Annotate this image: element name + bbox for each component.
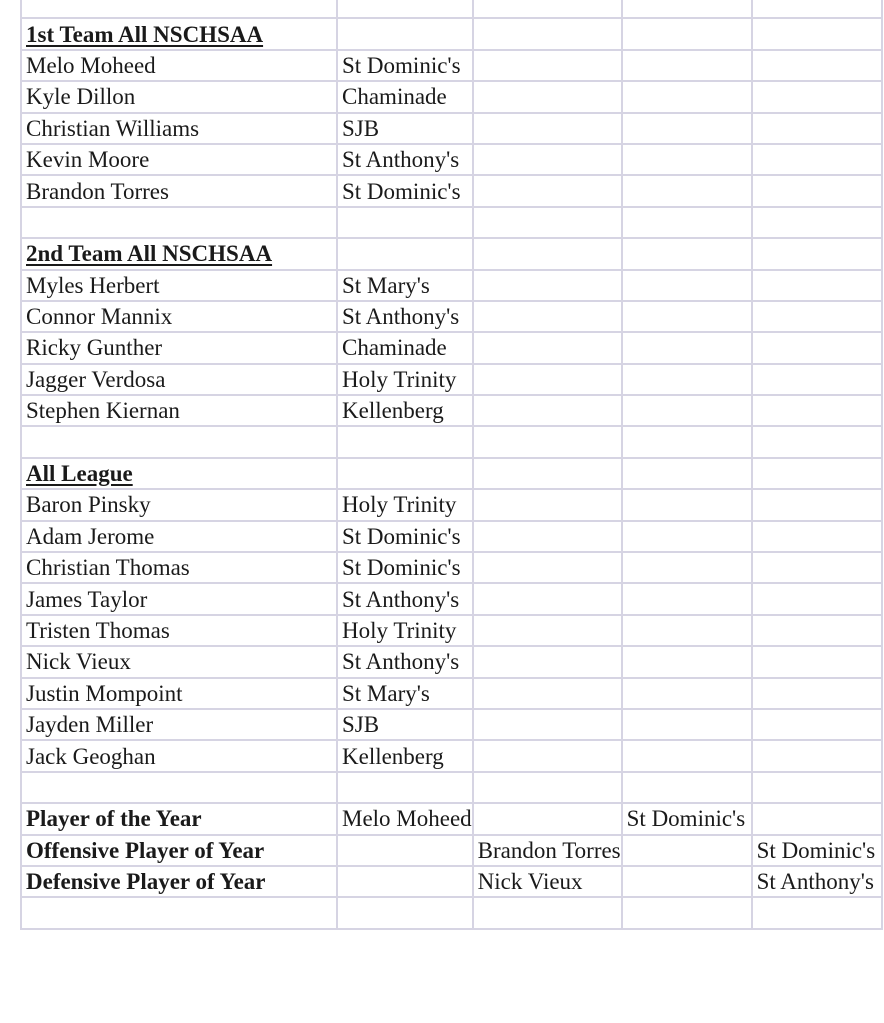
player-row [21,678,882,709]
player-school: St Anthony's [342,304,460,330]
player-row [21,270,882,301]
cell[interactable] [337,81,473,112]
cell[interactable] [622,709,752,740]
spreadsheet-grid [20,0,883,930]
cell[interactable] [752,709,882,740]
cell[interactable] [752,0,882,18]
cell[interactable] [337,113,473,144]
cell[interactable] [752,772,882,803]
cell[interactable] [337,678,473,709]
cell[interactable] [473,489,622,520]
cell[interactable] [21,364,337,395]
cell[interactable] [337,740,473,771]
cell[interactable] [622,772,752,803]
player-row [21,709,882,740]
award-title: Defensive Player of Year [26,869,266,895]
player-school: St Dominic's [342,52,461,78]
player-row [21,301,882,332]
cell[interactable] [622,583,752,614]
award-player: Brandon Torres [477,837,621,863]
player-school: SJB [342,115,380,141]
player-row [21,144,882,175]
cell[interactable] [337,364,473,395]
player-school: St Anthony's [342,649,460,675]
cell[interactable] [473,583,622,614]
player-name: Justin Mompoint [26,680,183,706]
section-heading-row [21,238,882,269]
cell[interactable] [752,803,882,834]
cell[interactable] [337,552,473,583]
cell[interactable] [622,552,752,583]
cell[interactable] [337,50,473,81]
player-school: SJB [342,712,380,738]
cell[interactable] [473,552,622,583]
cell[interactable] [21,835,337,866]
cell[interactable] [752,364,882,395]
cell[interactable] [622,18,752,49]
cell[interactable] [337,835,473,866]
cell[interactable] [21,207,337,238]
player-row [21,489,882,520]
cell[interactable] [752,144,882,175]
cell[interactable] [21,489,337,520]
player-name: Connor Mannix [26,304,173,330]
cell[interactable] [337,301,473,332]
player-row [21,583,882,614]
spacer-row [21,207,882,238]
cell[interactable] [21,270,337,301]
cell[interactable] [337,489,473,520]
player-row [21,50,882,81]
section-heading: 2nd Team All NSCHSAA [26,241,273,267]
player-name: Brandon Torres [26,178,169,204]
section-heading: 1st Team All NSCHSAA [26,21,264,47]
player-row [21,395,882,426]
player-school: Chaminade [342,84,447,110]
cell[interactable] [473,238,622,269]
spacer-row [21,772,882,803]
cell[interactable] [337,866,473,897]
cell[interactable] [752,615,882,646]
player-school: St Anthony's [342,586,460,612]
award-row [21,803,882,834]
cell[interactable] [337,144,473,175]
cell[interactable] [473,175,622,206]
player-school: Kellenberg [342,743,444,769]
player-school: Kellenberg [342,398,444,424]
cell[interactable] [752,238,882,269]
award-school: St Dominic's [626,806,746,832]
player-name: Baron Pinsky [26,492,151,518]
cell[interactable] [473,18,622,49]
cell[interactable] [622,0,752,18]
award-row [21,835,882,866]
spreadsheet-body [21,0,882,929]
cell[interactable] [473,301,622,332]
cell[interactable] [622,866,752,897]
player-name: Kevin Moore [26,147,150,173]
cell[interactable] [337,521,473,552]
section-heading-row [21,458,882,489]
award-player: Nick Vieux [477,869,583,895]
cell[interactable] [752,897,882,928]
player-name: Jayden Miller [26,712,154,738]
cell[interactable] [21,803,337,834]
cell[interactable] [752,81,882,112]
cell[interactable] [21,395,337,426]
player-name: Nick Vieux [26,649,131,675]
cell[interactable] [337,175,473,206]
cell[interactable] [622,364,752,395]
cell[interactable] [473,521,622,552]
player-name: Melo Moheed [26,52,156,78]
spacer-row [21,426,882,457]
player-school: Chaminade [342,335,447,361]
cell[interactable] [752,426,882,457]
cell[interactable] [337,897,473,928]
player-school: Holy Trinity [342,492,457,518]
player-name: Jagger Verdosa [26,366,166,392]
cell[interactable] [337,615,473,646]
cell[interactable] [622,270,752,301]
cell[interactable] [473,364,622,395]
cell[interactable] [752,835,882,866]
player-name: Kyle Dillon [26,84,136,110]
cell[interactable] [622,489,752,520]
cell[interactable] [21,646,337,677]
cell[interactable] [337,207,473,238]
cell[interactable] [752,866,882,897]
cell[interactable] [752,332,882,363]
cell[interactable] [622,175,752,206]
cell[interactable] [752,301,882,332]
cell[interactable] [21,0,337,18]
cell[interactable] [752,207,882,238]
cell[interactable] [622,238,752,269]
cell[interactable] [473,615,622,646]
cell[interactable] [622,646,752,677]
cell[interactable] [622,144,752,175]
player-school: St Mary's [342,272,430,298]
cell[interactable] [473,395,622,426]
cell[interactable] [21,144,337,175]
cell[interactable] [473,458,622,489]
cell[interactable] [473,803,622,834]
award-row [21,866,882,897]
cell[interactable] [473,332,622,363]
cell[interactable] [21,458,337,489]
player-school: St Anthony's [342,147,460,173]
cell[interactable] [473,709,622,740]
cell[interactable] [337,18,473,49]
player-name: Tristen Thomas [26,618,170,643]
cell[interactable] [622,395,752,426]
cell[interactable] [473,678,622,709]
cell[interactable] [337,426,473,457]
cell[interactable] [752,113,882,144]
player-name: James Taylor [26,586,148,612]
cell[interactable] [21,678,337,709]
player-row [21,81,882,112]
cell[interactable] [21,521,337,552]
cell[interactable] [752,489,882,520]
cell[interactable] [337,458,473,489]
cell[interactable] [622,678,752,709]
cell[interactable] [622,426,752,457]
cell[interactable] [622,615,752,646]
cell[interactable] [752,50,882,81]
cell[interactable] [752,740,882,771]
cell[interactable] [21,332,337,363]
cell[interactable] [337,395,473,426]
cell[interactable] [21,866,337,897]
cell[interactable] [337,332,473,363]
cell[interactable] [21,301,337,332]
cell[interactable] [473,740,622,771]
cell[interactable] [752,175,882,206]
cell[interactable] [473,772,622,803]
cell[interactable] [21,772,337,803]
section-heading: All League [26,461,133,487]
cell[interactable] [337,772,473,803]
spacer-row [21,897,882,928]
player-row [21,615,882,646]
cell[interactable] [21,740,337,771]
player-school: St Mary's [342,680,430,706]
cell[interactable] [473,50,622,81]
cell[interactable] [473,426,622,457]
cell[interactable] [473,646,622,677]
cell[interactable] [622,897,752,928]
cell[interactable] [337,583,473,614]
player-row [21,364,882,395]
cell[interactable] [473,113,622,144]
player-school: Holy Trinity [342,366,457,392]
player-school: St Dominic's [342,555,461,581]
award-player: Melo Moheed [342,806,472,832]
player-row [21,740,882,771]
spacer-row [21,0,882,18]
cell[interactable] [622,301,752,332]
player-school: Holy Trinity [342,618,457,643]
cell[interactable] [622,81,752,112]
cell[interactable] [21,426,337,457]
cell[interactable] [337,238,473,269]
cell[interactable] [337,646,473,677]
cell[interactable] [622,332,752,363]
cell[interactable] [752,458,882,489]
cell[interactable] [752,395,882,426]
cell[interactable] [622,521,752,552]
player-school: St Dominic's [342,523,461,549]
cell[interactable] [473,0,622,18]
cell[interactable] [752,678,882,709]
cell[interactable] [752,583,882,614]
cell[interactable] [337,270,473,301]
cell[interactable] [622,113,752,144]
cell[interactable] [622,207,752,238]
cell[interactable] [337,0,473,18]
player-name: Ricky Gunther [26,335,163,361]
cell[interactable] [21,238,337,269]
player-row [21,332,882,363]
cell[interactable] [752,552,882,583]
cell[interactable] [21,709,337,740]
cell[interactable] [473,81,622,112]
cell[interactable] [21,175,337,206]
cell[interactable] [21,50,337,81]
player-row [21,175,882,206]
cell[interactable] [21,81,337,112]
cell[interactable] [752,646,882,677]
cell[interactable] [752,521,882,552]
cell[interactable] [622,803,752,834]
cell[interactable] [622,740,752,771]
cell[interactable] [21,113,337,144]
cell[interactable] [473,866,622,897]
cell[interactable] [752,18,882,49]
cell[interactable] [21,552,337,583]
award-school: St Anthony's [756,869,874,895]
player-name: Adam Jerome [26,523,155,549]
award-title: Offensive Player of Year [26,837,265,863]
cell[interactable] [21,18,337,49]
player-name: Christian Williams [26,115,200,141]
cell[interactable] [473,207,622,238]
cell[interactable] [337,709,473,740]
player-row [21,646,882,677]
player-row [21,521,882,552]
cell[interactable] [337,803,473,834]
player-name: Christian Thomas [26,555,190,581]
cell[interactable] [21,615,337,646]
cell[interactable] [752,270,882,301]
cell[interactable] [21,583,337,614]
cell[interactable] [622,50,752,81]
award-title: Player of the Year [26,806,202,832]
section-heading-row [21,18,882,49]
player-row [21,552,882,583]
cell[interactable] [21,897,337,928]
player-name: Myles Herbert [26,272,160,298]
cell[interactable] [473,270,622,301]
cell[interactable] [473,144,622,175]
player-name: Stephen Kiernan [26,398,180,424]
award-school: St Dominic's [756,837,876,863]
cell[interactable] [473,835,622,866]
player-row [21,113,882,144]
cell[interactable] [622,835,752,866]
player-school: St Dominic's [342,178,461,204]
cell[interactable] [622,458,752,489]
cell[interactable] [473,897,622,928]
player-name: Jack Geoghan [26,743,156,769]
